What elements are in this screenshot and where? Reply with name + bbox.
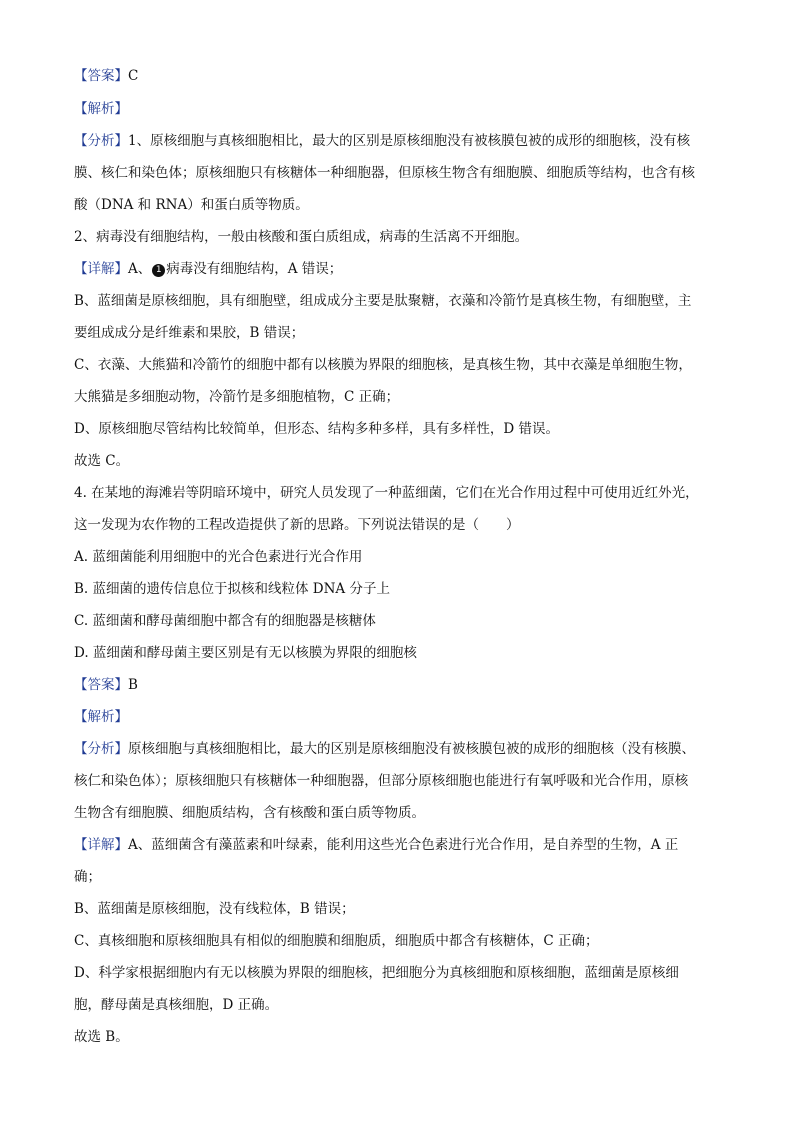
fenxi-tag: 【分析】: [74, 741, 128, 757]
answer-line: [74, 675, 724, 695]
analysis-heading: [74, 99, 724, 119]
fenxi-line: [74, 131, 724, 151]
xiangjie-a-prefix: A、: [128, 261, 152, 277]
fenxi-tag: 【分析】: [74, 133, 128, 149]
xiangjie-line: 确；: [74, 869, 101, 885]
xiangjie-tag: 【详解】: [74, 837, 128, 853]
answer-value: B: [128, 677, 138, 693]
answer-value: C: [128, 68, 139, 84]
question-stem: 这一发现为农作物的工程改造提供了新的思路。下列说法错误的是（ ）: [74, 517, 520, 533]
fenxi-line: 膜、核仁和染色体；原核细胞只有核糖体一种细胞器，但原核生物含有细胞膜、细胞质等结构，也含有核: [74, 165, 695, 181]
fenxi-line: 生物含有细胞膜、细胞质结构，含有核酸和蛋白质等物质。: [74, 805, 425, 821]
fenxi-line: 酸（DNA 和 RNA）和蛋白质等物质。: [74, 197, 309, 213]
xiangjie-line: B、蓝细菌是原核细胞，没有线粒体，B 错误；: [74, 901, 355, 917]
fenxi-text: 原核细胞与真核细胞相比，最大的区别是原核细胞没有被核膜包被的成形的细胞核（没有核膜、: [128, 741, 695, 757]
xiangjie-tag: 【详解】: [74, 261, 128, 277]
xiangjie-text: A、蓝细菌含有藻蓝素和叶绿素，能利用这些光合色素进行光合作用，是自养型的生物，A 正: [128, 837, 679, 853]
answer-tag: 【答案】: [74, 677, 128, 693]
fenxi-text: 1、原核细胞与真核细胞相比，最大的区别是原核细胞没有被核膜包被的成形的细胞核，没有核: [128, 133, 691, 149]
conclusion-line: 故选 C。: [74, 453, 130, 469]
fenxi-line: [74, 739, 724, 759]
analysis-heading: [74, 707, 724, 727]
option-b: B. 蓝细菌的遗传信息位于拟核和线粒体 DNA 分子上: [74, 581, 390, 597]
xiangjie-line: [74, 835, 724, 855]
xiangjie-line: 要组成成分是纤维素和果胶，B 错误；: [74, 325, 305, 341]
analysis-tag: 【解析】: [74, 101, 128, 117]
option-a: A. 蓝细菌能利用细胞中的光合色素进行光合作用: [74, 549, 363, 565]
answer-line: [74, 66, 724, 86]
answer-tag: 【答案】: [74, 68, 128, 84]
xiangjie-line: D、原核细胞尽管结构比较简单，但形态、结构多种多样，具有多样性，D 错误。: [74, 421, 559, 437]
xiangjie-a-text: 病毒没有细胞结构，A 错误；: [166, 261, 343, 277]
fenxi-line: 核仁和染色体）；原核细胞只有核糖体一种细胞器，但部分原核细胞也能进行有氧呼吸和光合作用，原核: [74, 773, 689, 789]
question-stem: 4. 在某地的海滩岩等阴暗环境中，研究人员发现了一种蓝细菌，它们在光合作用过程中可使用近红外光，: [74, 485, 699, 501]
circled-number-one: 1: [152, 264, 165, 277]
xiangjie-line: B、蓝细菌是原核细胞，具有细胞壁，组成成分主要是肽聚糖，衣藻和冷箭竹是真核生物，有细胞壁，主: [74, 293, 692, 309]
xiangjie-line: 大熊猫是多细胞动物，冷箭竹是多细胞植物，C 正确；: [74, 389, 400, 405]
xiangjie-line: [74, 259, 724, 279]
xiangjie-line: C、衣藻、大熊猫和冷箭竹的细胞中都有以核膜为界限的细胞核，是真核生物，其中衣藻是单细胞生物，: [74, 357, 692, 373]
option-d: D. 蓝细菌和酵母菌主要区别是有无以核膜为界限的细胞核: [74, 645, 417, 661]
xiangjie-line: D、科学家根据细胞内有无以核膜为界限的细胞核，把细胞分为真核细胞和原核细胞，蓝细菌是原核细: [74, 965, 679, 981]
analysis-tag: 【解析】: [74, 709, 128, 725]
fenxi-line: 2、病毒没有细胞结构，一般由核酸和蛋白质组成，病毒的生活离不开细胞。: [74, 229, 529, 245]
conclusion-line: 故选 B。: [74, 1029, 129, 1045]
xiangjie-line: C、真核细胞和原核细胞具有相似的细胞膜和细胞质，细胞质中都含有核糖体，C 正确；: [74, 933, 599, 949]
xiangjie-line: 胞，酵母菌是真核细胞，D 正确。: [74, 997, 279, 1013]
option-c: C. 蓝细菌和酵母菌细胞中都含有的细胞器是核糖体: [74, 613, 376, 629]
